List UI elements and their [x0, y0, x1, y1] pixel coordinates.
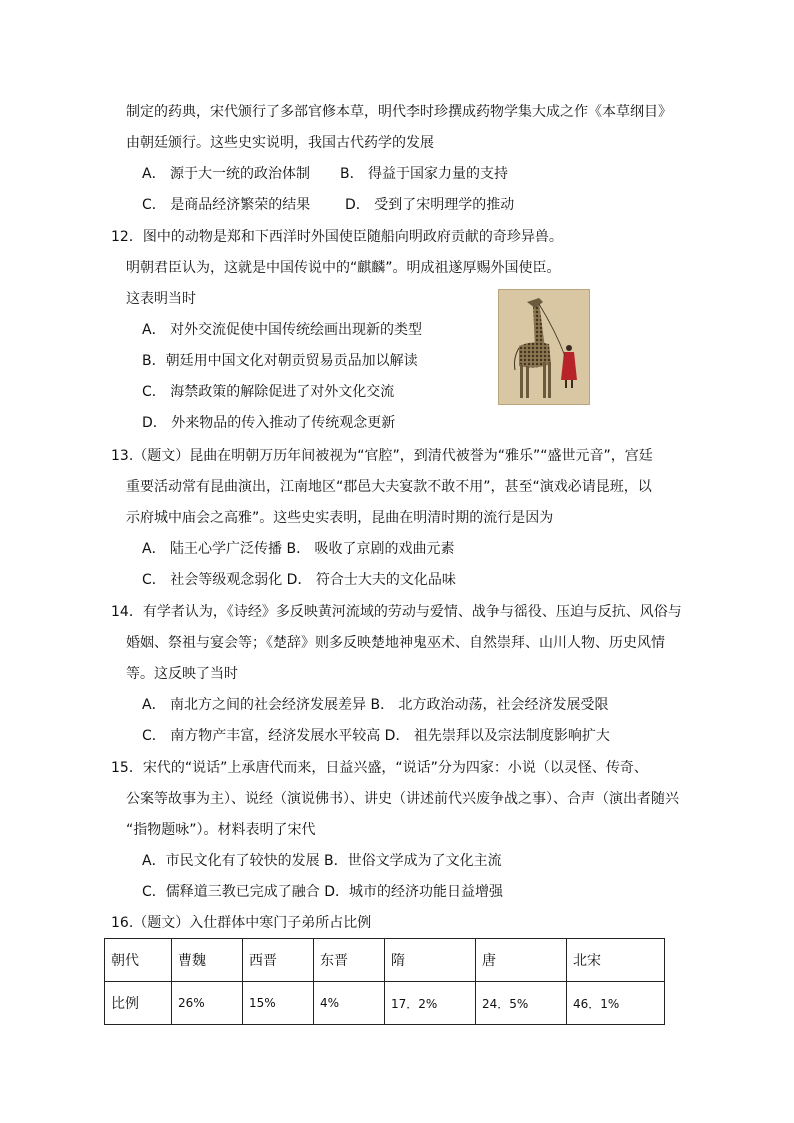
table-header-row [105, 939, 665, 982]
table-header-cell: 东晋 [314, 939, 385, 982]
giraffe-icon [499, 290, 589, 404]
giraffe-painting [498, 289, 590, 405]
question-13-line: 重要活动常有昆曲演出，江南地区“郡邑大夫宴款不敢不用”，甚至“演戏必请昆班，以 [126, 479, 652, 495]
table-row [105, 982, 665, 1025]
option-b: B．朝廷用中国文化对朝贡贸易贡品加以解读 [142, 353, 418, 369]
option-ab: A． 陆王心学广泛传播 B． 吸收了京剧的戏曲元素 [142, 541, 455, 557]
table-row-label: 比例 [105, 982, 172, 1025]
table-cell: 24．5% [476, 982, 567, 1025]
table-header-cell: 朝代 [105, 939, 172, 982]
question-12-line: 明朝君臣认为，这就是中国传说中的“麒麟”。明成祖遂厚赐外国使臣。 [126, 260, 561, 276]
option-d: D． 外来物品的传入推动了传统观念更新 [142, 415, 396, 431]
option-b: B． 得益于国家力量的支持 [340, 166, 509, 182]
intro-line: 制定的药典，宋代颁行了多部官修本草，明代李时珍撰成药物学集大成之作《本草纲目》 [126, 104, 672, 120]
question-15-line: 15．宋代的“说话”上承唐代而来，日益兴盛，“说话”分为四家：小说（以灵怪、传奇、 [111, 760, 648, 776]
option-c: C． 是商品经济繁荣的结果 [142, 197, 311, 213]
option-a: A． 源于大一统的政治体制 [142, 166, 311, 182]
table-cell: 17．2% [385, 982, 476, 1025]
table-header-cell: 西晋 [243, 939, 314, 982]
table-header-cell: 唐 [476, 939, 567, 982]
question-13-line: 13.（题文）昆曲在明朝万历年间被视为“官腔”，到清代被誉为“雅乐”“盛世元音”，宫廷 [111, 448, 653, 464]
question-15-line: 公案等故事为主）、说经（演说佛书）、讲史（讲述前代兴废争战之事）、合声（演出者随兴 [126, 791, 679, 807]
ratio-table [104, 938, 665, 1025]
option-cd: C． 南方物产丰富，经济发展水平较高 D． 祖先崇拜以及宗法制度影响扩大 [142, 728, 610, 744]
question-14-line: 婚姻、祭祖与宴会等；《楚辞》则多反映楚地神鬼巫术、自然崇拜、山川人物、历史风情 [126, 635, 665, 651]
table-cell: 26% [172, 982, 243, 1025]
option-a: A． 对外交流促使中国传统绘画出现新的类型 [142, 322, 423, 338]
table-cell: 15% [243, 982, 314, 1025]
option-ab: A． 南北方之间的社会经济发展差异 B． 北方政治动荡，社会经济发展受限 [142, 697, 609, 713]
option-cd: C．儒释道三教已完成了融合 D．城市的经济功能日益增强 [142, 884, 504, 900]
intro-line: 由朝廷颁行。这些史实说明，我国古代药学的发展 [126, 135, 434, 151]
option-c: C． 海禁政策的解除促进了对外文化交流 [142, 384, 395, 400]
question-12-line: 12．图中的动物是郑和下西洋时外国使臣随船向明政府贡献的奇珍异兽。 [111, 229, 563, 245]
option-ab: A．市民文化有了较快的发展 B．世俗文学成为了文化主流 [142, 853, 502, 869]
table-header-cell: 曹魏 [172, 939, 243, 982]
question-14-line: 14．有学者认为，《诗经》多反映黄河流域的劳动与爱情、战争与徭役、压迫与反抗、风俗与 [111, 604, 682, 620]
question-14-line: 等。这反映了当时 [126, 666, 238, 682]
option-cd: C． 社会等级观念弱化 D． 符合士大夫的文化品味 [142, 572, 456, 588]
question-15-line: “指物题咏”）。材料表明了宋代 [126, 822, 316, 838]
table-cell: 4% [314, 982, 385, 1025]
table-header-cell: 北宋 [567, 939, 665, 982]
question-16-title: 16.（题文）入仕群体中寒门子弟所占比例 [111, 915, 372, 931]
question-13-line: 示府城中庙会之高雅”。这些史实表明，昆曲在明清时期的流行是因为 [126, 510, 554, 526]
table-cell: 46．1% [567, 982, 665, 1025]
table-header-cell: 隋 [385, 939, 476, 982]
option-d: D． 受到了宋明理学的推动 [345, 197, 515, 213]
question-12-line: 这表明当时 [126, 291, 196, 307]
